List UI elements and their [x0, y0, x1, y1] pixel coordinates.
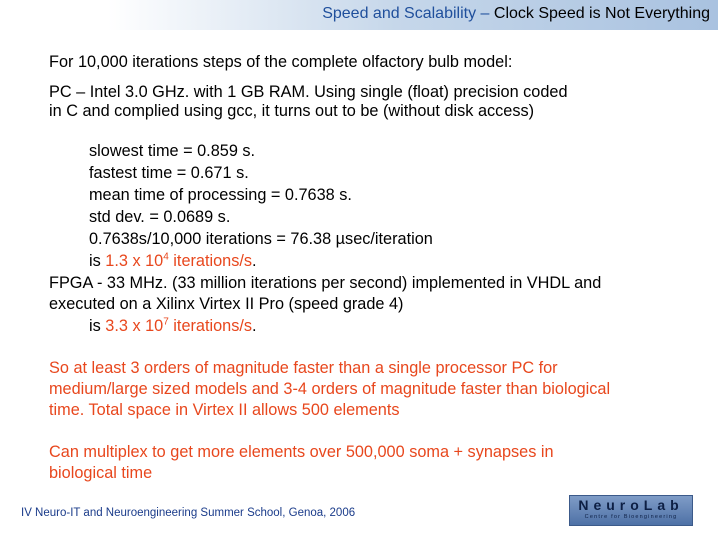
per-iteration: 0.7638s/10,000 iterations = 76.38 µsec/iteration	[89, 230, 433, 248]
conclusion-line3: time. Total space in Virtex II allows 500 elements	[49, 401, 400, 419]
fpga-rate-unit: iterations/s	[168, 317, 253, 335]
pc-rate-value	[105, 252, 252, 270]
std-dev: std dev. = 0.0689 s.	[89, 208, 231, 226]
footer-text: IV Neuro-IT and Neuroengineering Summer School, Genoa, 2006	[21, 507, 356, 519]
intro-text: For 10,000 iterations steps of the complete olfactory bulb model:	[49, 53, 513, 71]
fpga-rate-value	[105, 317, 252, 335]
pc-desc-line1: PC – Intel 3.0 GHz. with 1 GB RAM. Using single (float) precision coded	[49, 83, 568, 101]
logo-subtitle: Centre for Bioengineering	[584, 514, 678, 520]
slide-body	[49, 53, 709, 483]
fastest-time: fastest time = 0.671 s.	[89, 164, 249, 182]
title-topic: Speed and Scalability –	[322, 5, 490, 22]
pc-rate-unit: iterations/s	[168, 252, 253, 270]
slowest-time: slowest time = 0.859 s.	[89, 142, 256, 160]
fpga-rate	[49, 317, 709, 336]
slide-header	[0, 0, 718, 30]
pc-rate-period: .	[252, 252, 257, 270]
multiplex-line1: Can multiplex to get more elements over 500,000 soma + synapses in	[49, 443, 554, 461]
fpga-rate-prefix: is	[89, 317, 106, 335]
conclusion-line1: So at least 3 orders of magnitude faster than a single processor PC for	[49, 359, 558, 377]
fpga-rate-base: 3.3 x 10	[105, 317, 164, 335]
fpga-rate-period: .	[252, 317, 257, 335]
mean-time: mean time of processing = 0.7638 s.	[89, 186, 352, 204]
multiplex-line2: biological time	[49, 464, 153, 482]
pc-rate-prefix: is	[89, 252, 106, 270]
slide-title	[322, 5, 710, 23]
fpga-desc-line2: executed on a Xilinx Virtex II Pro (speed grade 4)	[49, 295, 404, 313]
conclusion-line2: medium/large sized models and 3-4 orders of magnitude faster than biological	[49, 380, 611, 398]
logo-title: NeuroLab	[578, 497, 684, 513]
fpga-rate-exponent: 7	[163, 316, 169, 328]
pc-desc-line2: in C and complied using gcc, it turns out to be (without disk access)	[49, 102, 535, 120]
pc-rate	[49, 252, 709, 271]
pc-rate-exponent: 4	[163, 251, 169, 263]
pc-rate-base: 1.3 x 10	[105, 252, 164, 270]
fpga-desc-line1: FPGA - 33 MHz. (33 million iterations per second) implemented in VHDL and	[49, 274, 602, 292]
title-subtopic: Clock Speed is Not Everything	[493, 5, 710, 22]
neurolab-logo	[569, 495, 693, 526]
